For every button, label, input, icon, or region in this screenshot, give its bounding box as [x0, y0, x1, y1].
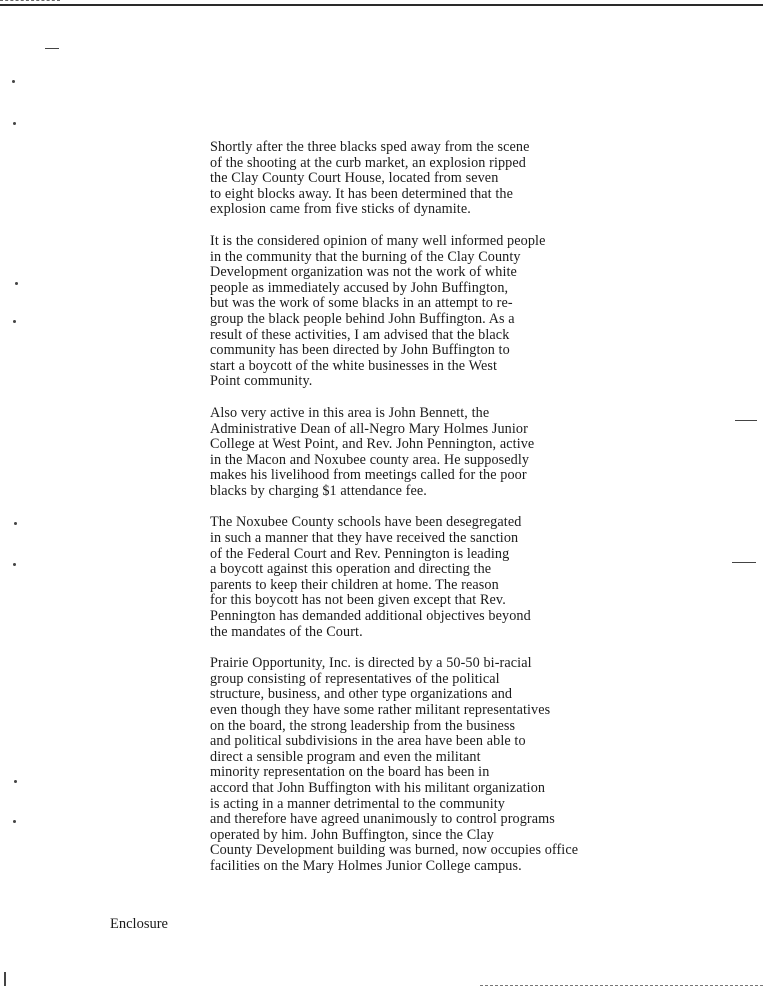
text-line: is acting in a manner detrimental to the community: [210, 795, 505, 812]
text-line: people as immediately accused by John Buffington,: [210, 279, 509, 296]
text-line: Also very active in this area is John Bennett, the: [210, 404, 490, 421]
text-line: group the black people behind John Buffington. As a: [210, 310, 515, 327]
text-line: structure, business, and other type organizations and: [210, 686, 513, 703]
text-line: of the shooting at the curb market, an explosion ripped: [210, 154, 526, 171]
text-line: in such a manner that they have received the sanction: [210, 530, 519, 547]
text-line: blacks by charging $1 attendance fee.: [210, 482, 427, 499]
text-line: facilities on the Mary Holmes Junior College campus.: [210, 857, 522, 874]
text-line: but was the work of some blacks in an attempt to re-: [210, 295, 513, 312]
text-line: and therefore have agreed unanimously to control programs: [210, 811, 555, 828]
paragraph-explosion: [210, 140, 660, 218]
text-line: even though they have some rather militant representatives: [210, 702, 551, 718]
text-line: Pennington has demanded additional objectives beyond: [210, 608, 531, 625]
text-line: the Clay County Court House, located from seven: [210, 170, 499, 187]
paragraph-opinion: [210, 234, 660, 390]
scan-speck: [12, 80, 15, 83]
text-line: It is the considered opinion of many well informed people: [210, 232, 546, 249]
text-line: accord that John Buffington with his militant organization: [210, 779, 546, 796]
text-line: Point community.: [210, 373, 313, 390]
scan-speck: [13, 820, 16, 823]
top-edge-mark: [0, 0, 60, 2]
bottom-edge-mark: [480, 985, 763, 986]
text-line: result of these activities, I am advised that the black: [210, 326, 510, 343]
text-line: minority representation on the board has been in: [210, 764, 490, 781]
text-line: of the Federal Court and Rev. Pennington is leading: [210, 545, 510, 562]
text-line: operated by him. John Buffington, since the Clay: [210, 826, 494, 843]
paragraph-schools: [210, 515, 660, 640]
scan-speck: [13, 122, 16, 125]
scan-speck: [13, 563, 16, 566]
text-line: County Development building was burned, now occupies office: [210, 842, 579, 859]
text-line: Shortly after the three blacks sped away from the scene: [210, 139, 530, 155]
scan-speck: [45, 48, 59, 49]
text-line: The Noxubee County schools have been desegregated: [210, 514, 522, 531]
scan-speck: [732, 562, 756, 563]
text-line: in the Macon and Noxubee county area. He supposedly: [210, 451, 530, 468]
text-line: direct a sensible program and even the militant: [210, 748, 481, 765]
text-line: Prairie Opportunity, Inc. is directed by a 50-50 bi-racial: [210, 655, 532, 672]
scan-speck: [14, 780, 17, 783]
text-line: for this boycott has not been given except that Rev.: [210, 592, 506, 609]
scan-speck: [14, 522, 17, 525]
text-line: College at West Point, and Rev. John Pennington, active: [210, 436, 535, 453]
scan-speck: [13, 320, 16, 323]
text-line: a boycott against this operation and directing the: [210, 561, 492, 578]
text-line: start a boycott of the white businesses in the West: [210, 357, 497, 374]
text-line: makes his livelihood from meetings called for the poor: [210, 467, 527, 484]
text-line: parents to keep their children at home. The reason: [210, 576, 499, 593]
paragraph-active-persons: [210, 406, 660, 500]
scan-speck: [4, 972, 6, 986]
text-line: explosion came from five sticks of dynamite.: [210, 201, 471, 218]
text-line: group consisting of representatives of the political: [210, 670, 500, 687]
text-line: Development organization was not the work of white: [210, 264, 517, 281]
text-line: on the board, the strong leadership from the business: [210, 717, 516, 734]
text-line: and political subdivisions in the area have been able to: [210, 733, 526, 750]
text-line: community has been directed by John Buffington to: [210, 342, 510, 359]
enclosure-label: Enclosure: [110, 916, 168, 932]
top-page-rule: [0, 4, 763, 6]
text-line: in the community that the burning of the Clay County: [210, 248, 521, 265]
text-line: Administrative Dean of all-Negro Mary Holmes Junior: [210, 420, 528, 437]
letter-body: [210, 140, 660, 875]
scan-speck: [15, 282, 18, 285]
paragraph-prairie-opportunity: [210, 656, 660, 874]
text-line: the mandates of the Court.: [210, 623, 363, 640]
text-line: to eight blocks away. It has been determined that the: [210, 185, 514, 202]
scan-speck: [735, 420, 757, 421]
